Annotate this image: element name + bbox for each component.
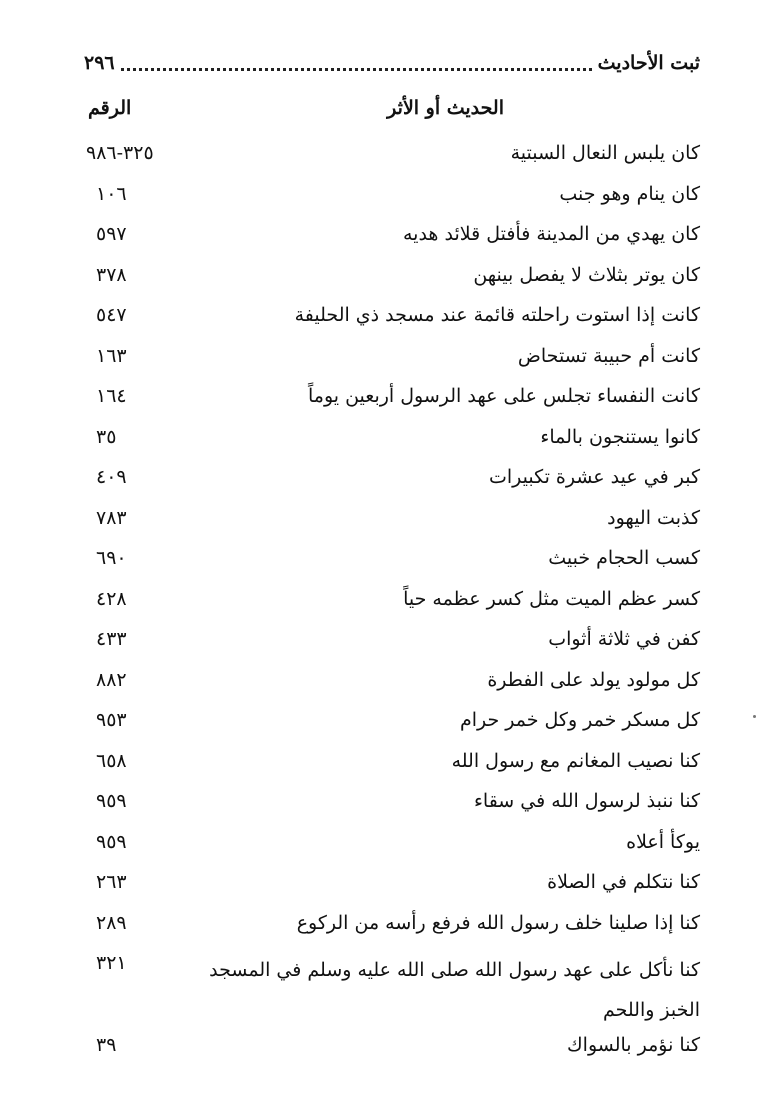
- column-headers: [84, 97, 700, 127]
- hadith-text: كانت النفساء تجلس على عهد الرسول أربعين يوماً: [307, 385, 700, 407]
- list-item: [84, 383, 700, 424]
- hadith-text: يوكأ أعلاه: [626, 830, 700, 853]
- list-item: [84, 748, 700, 789]
- hadith-number: ٩٥٣: [96, 709, 127, 731]
- list-item: [84, 667, 700, 708]
- list-item: [84, 869, 700, 910]
- hadith-text: كل مسكر خمر وكل خمر حرام: [459, 709, 700, 731]
- hadith-number: ٥٤٧: [96, 304, 127, 326]
- list-item: [84, 262, 700, 303]
- hadith-text: كان يوتر بثلاث لا يفصل بينهن: [473, 263, 700, 286]
- hadith-number: ٩٥٩: [96, 790, 127, 812]
- hadith-number: ٣٢١: [96, 952, 127, 974]
- hadith-text: كنا نأكل على عهد رسول الله صلى الله عليه وسلم في المسجد الخبز واللحم: [209, 959, 700, 1021]
- hadith-text: كل مولود يولد على الفطرة: [487, 668, 700, 691]
- hadith-text: كسر عظم الميت مثل كسر عظمه حياً: [403, 587, 700, 610]
- list-item: [84, 626, 700, 667]
- list-item: [84, 950, 700, 1032]
- hadith-number: ٣٧٨: [96, 263, 127, 286]
- hadith-number: ٤٢٨: [96, 587, 127, 610]
- hadith-text: كانت أم حبيبة تستحاض: [517, 344, 700, 367]
- hadith-text: كنا نتكلم في الصلاة: [547, 871, 700, 893]
- hadith-text: كسب الحجام خبيث: [548, 547, 700, 569]
- hadith-number: ١٠٦: [96, 182, 127, 205]
- hadith-text: كنا نؤمر بالسواك: [567, 1034, 700, 1056]
- hadith-number: ٤٠٩: [96, 466, 127, 488]
- list-item: [84, 707, 700, 748]
- list-item: [84, 1032, 700, 1073]
- hadith-text: كان ينام وهو جنب: [559, 182, 700, 205]
- hadith-text: كنا إذا صلينا خلف رسول الله فرفع رأسه من الركوع: [296, 911, 700, 934]
- header-title: ثبت الأحاديث: [597, 52, 700, 74]
- list-item: [84, 829, 700, 870]
- hadith-number: ٣٥: [96, 425, 117, 448]
- hadith-text: كانت إذا استوت راحلته قائمة عند مسجد ذي الحليفة: [294, 304, 700, 326]
- hadith-number: ٤٣٣: [96, 628, 127, 650]
- list-item: [84, 424, 700, 465]
- list-item: [84, 464, 700, 505]
- hadith-number: ٢٨٩: [96, 911, 127, 934]
- header-leader-dots: [121, 68, 592, 71]
- hadith-text: كذبت اليهود: [607, 506, 700, 529]
- hadith-text: كفن في ثلاثة أثواب: [548, 628, 700, 650]
- list-item: [84, 343, 700, 384]
- column-header-hadith: الحديث أو الأثر: [387, 97, 504, 119]
- list-item: [84, 788, 700, 829]
- hadith-number: ٢٦٣: [96, 871, 127, 893]
- list-item: [84, 302, 700, 343]
- hadith-number: ٨٨٢: [96, 668, 127, 691]
- hadith-number: ٥٩٧: [96, 223, 127, 245]
- hadith-number: ٣٢٥-٩٨٦: [86, 142, 154, 164]
- paper-speck: [753, 715, 756, 718]
- hadith-number: ٧٨٣: [96, 506, 127, 529]
- list-item: [84, 221, 700, 262]
- column-header-number: الرقم: [88, 97, 132, 119]
- list-item: [84, 910, 700, 951]
- hadith-number: ٦٥٨: [96, 749, 127, 772]
- list-item: [84, 545, 700, 586]
- list-item: [84, 505, 700, 546]
- hadith-number: ٦٩٠: [96, 547, 127, 569]
- list-item: [84, 140, 700, 181]
- hadith-text: كبر في عيد عشرة تكبيرات: [488, 466, 700, 488]
- hadith-number: ١٦٣: [96, 344, 127, 367]
- hadith-index-list: [84, 140, 700, 1073]
- hadith-number: ٩٥٩: [96, 830, 127, 853]
- list-item: [84, 181, 700, 222]
- hadith-number: ١٦٤: [96, 385, 127, 407]
- hadith-text: كان يلبس النعال السبتية: [510, 142, 700, 164]
- hadith-text: كان يهدي من المدينة فأفتل قلائد هديه: [402, 223, 700, 245]
- running-header: [84, 50, 700, 76]
- hadith-text: كنا نصيب المغانم مع رسول الله: [451, 749, 700, 772]
- list-item: [84, 586, 700, 627]
- hadith-text: كانوا يستنجون بالماء: [540, 425, 700, 448]
- hadith-text: كنا ننبذ لرسول الله في سقاء: [473, 790, 700, 812]
- page-number: ٢٩٦: [84, 52, 115, 74]
- hadith-number: ٣٩: [96, 1034, 117, 1056]
